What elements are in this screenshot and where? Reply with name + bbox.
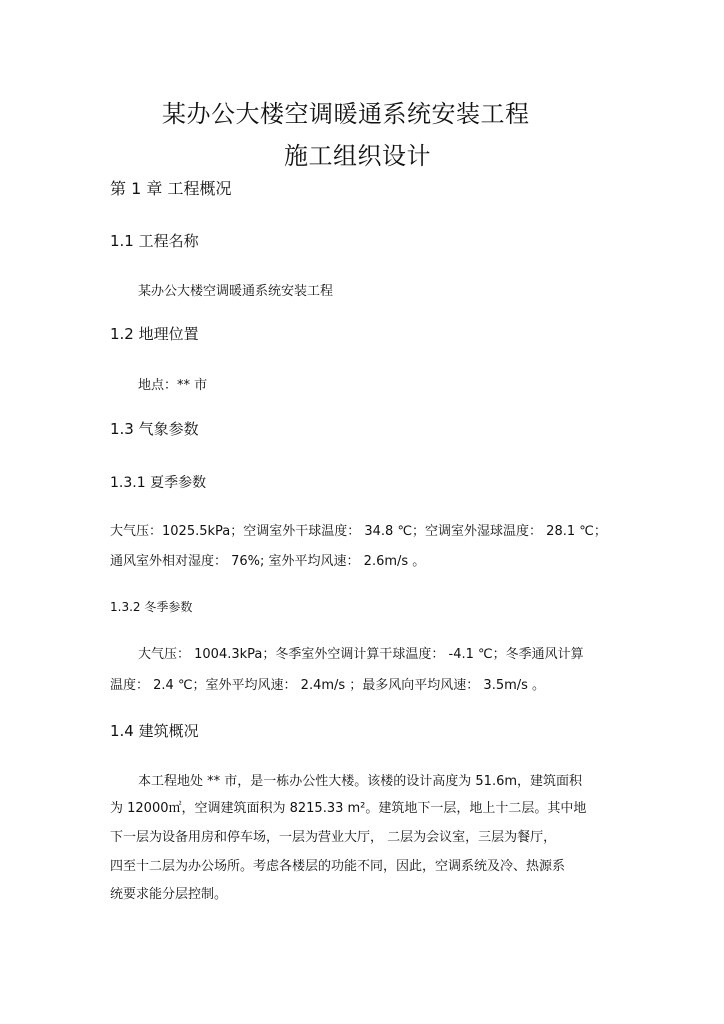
- section-heading-1-2: 1.2 地理位置: [110, 325, 199, 343]
- building-overview-line5: 统要求能分层控制。: [110, 887, 228, 902]
- document-title-line1: 某办公大楼空调暖通系统安装工程: [162, 100, 530, 128]
- section-heading-1-4: 1.4 建筑概况: [110, 722, 199, 740]
- summer-params-line2: 通风室外相对湿度： 76%; 室外平均风速： 2.6m/s 。: [110, 554, 426, 569]
- section-heading-1-3-1: 1.3.1 夏季参数: [110, 475, 207, 491]
- project-name-text: 某办公大楼空调暖通系统安装工程: [138, 284, 334, 299]
- section-heading-1-3: 1.3 气象参数: [110, 420, 199, 438]
- building-overview-line3: 下一层为设备用房和停车场，一层为营业大厅， 二层为会议室，三层为餐厅，: [110, 830, 557, 845]
- winter-params-line2: 温度： 2.4 ℃；室外平均风速： 2.4m/s ；最多风向平均风速： 3.5m/s 。: [110, 678, 546, 693]
- chapter-heading: 第 1 章 工程概况: [110, 179, 232, 198]
- building-overview-line2: 为 12000㎡，空调建筑面积为 8215.33 m²。建筑地下一层，地上十二层。其中地: [110, 801, 587, 816]
- building-overview-line4: 四至十二层为办公场所。考虑各楼层的功能不同，因此，空调系统及冷、热源系: [110, 859, 566, 874]
- section-heading-1-3-2: 1.3.2 冬季参数: [110, 600, 193, 614]
- winter-params-line1: 大气压： 1004.3kPa；冬季室外空调计算干球温度： -4.1 ℃；冬季通风计算: [138, 647, 584, 662]
- building-overview-line1: 本工程地处 ** 市，是一栋办公性大楼。该楼的设计高度为 51.6m，建筑面积: [138, 774, 583, 789]
- section-heading-1-1: 1.1 工程名称: [110, 232, 199, 250]
- summer-params-line1: 大气压：1025.5kPa；空调室外干球温度： 34.8 ℃；空调室外湿球温度： 28.1 ℃；: [110, 524, 607, 539]
- document-title-line2: 施工组织设计: [284, 142, 431, 170]
- location-text: 地点：** 市: [138, 378, 208, 393]
